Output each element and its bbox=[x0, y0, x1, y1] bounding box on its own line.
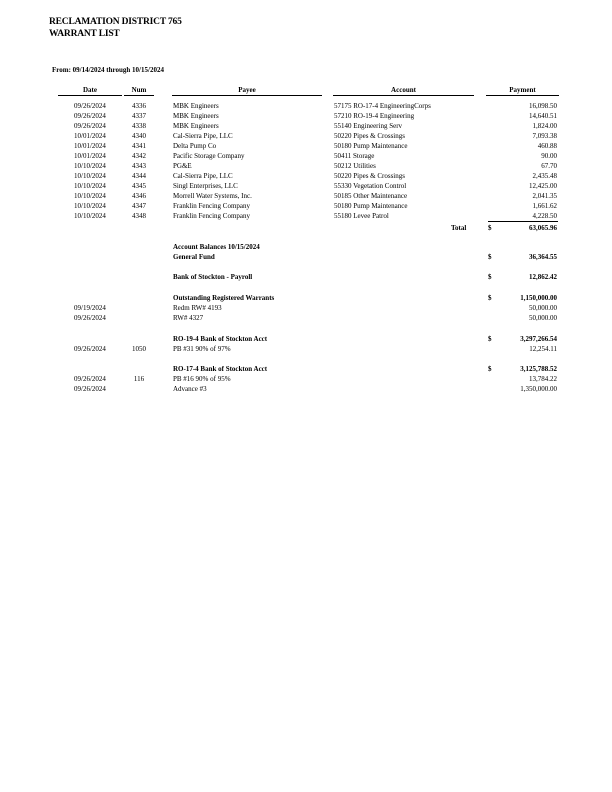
ro19-detail-amount: 12,254.11 bbox=[529, 345, 557, 353]
outstanding-detail-row bbox=[0, 303, 612, 313]
general-fund-row bbox=[0, 252, 612, 262]
warrant-payee: MBK Engineers bbox=[173, 122, 219, 130]
warrant-payee: Pacific Storage Company bbox=[173, 152, 245, 160]
outstanding-detail-row bbox=[0, 313, 612, 323]
ro17-account-amount: 3,125,788.52 bbox=[520, 365, 557, 373]
warrant-account: 50220 Pipes & Crossings bbox=[334, 172, 405, 180]
warrant-row bbox=[0, 171, 612, 181]
warrant-payee: Cal-Sierra Pipe, LLC bbox=[173, 132, 233, 140]
warrant-account: 57175 RO-17-4 EngineeringCorps bbox=[334, 102, 431, 110]
outstanding-row bbox=[0, 293, 612, 303]
ro19-account-dollar: $ bbox=[488, 335, 492, 343]
outstanding-detail-amount: 50,000.00 bbox=[529, 304, 557, 312]
outstanding-label: Outstanding Registered Warrants bbox=[173, 294, 275, 302]
warrant-payee: Cal-Sierra Pipe, LLC bbox=[173, 172, 233, 180]
warrant-date: 09/26/2024 bbox=[74, 122, 106, 130]
org-name: RECLAMATION DISTRICT 765 bbox=[49, 17, 182, 27]
warrant-row bbox=[0, 131, 612, 141]
warrant-date: 10/10/2024 bbox=[74, 192, 106, 200]
ro17-detail-date: 09/26/2024 bbox=[74, 375, 106, 383]
outstanding-detail-date: 09/26/2024 bbox=[74, 314, 106, 322]
general-fund-dollar: $ bbox=[488, 253, 492, 261]
total-row bbox=[0, 223, 612, 233]
ro17-detail-amount: 1,350,000.00 bbox=[520, 385, 557, 393]
payroll-label: Bank of Stockton - Payroll bbox=[173, 273, 253, 281]
ro17-detail-row bbox=[0, 374, 612, 384]
warrant-num: 4346 bbox=[132, 192, 146, 200]
payroll-dollar: $ bbox=[488, 273, 492, 281]
warrant-account: 55180 Levee Patrol bbox=[334, 212, 389, 220]
warrant-num: 4341 bbox=[132, 142, 146, 150]
ro19-account-amount: 3,297,266.54 bbox=[520, 335, 557, 343]
warrant-row bbox=[0, 101, 612, 111]
warrant-payee: Franklin Fencing Company bbox=[173, 202, 250, 210]
payroll-row bbox=[0, 272, 612, 282]
warrant-amount: 1,661.62 bbox=[532, 202, 557, 210]
warrant-amount: 90.00 bbox=[541, 152, 557, 160]
ro19-detail-num: 1050 bbox=[132, 345, 146, 353]
ro17-detail-row bbox=[0, 384, 612, 394]
balances-heading: Account Balances 10/15/2024 bbox=[173, 243, 260, 251]
date-range: From: 09/14/2024 through 10/15/2024 bbox=[52, 66, 164, 74]
warrant-row bbox=[0, 191, 612, 201]
warrant-row bbox=[0, 121, 612, 131]
warrant-amount: 67.70 bbox=[541, 162, 557, 170]
general-fund-amount: 36,364.55 bbox=[529, 253, 557, 261]
ro19-detail-payee: PB #31 90% of 97% bbox=[173, 345, 231, 353]
warrant-account: 55140 Engineering Serv bbox=[334, 122, 403, 130]
ro17-detail-amount: 13,784.22 bbox=[529, 375, 557, 383]
warrant-payee: Franklin Fencing Company bbox=[173, 212, 250, 220]
outstanding-detail-payee: RW# 4327 bbox=[173, 314, 204, 322]
warrant-payee: Singl Enterprises, LLC bbox=[173, 182, 238, 190]
ro19-account-row bbox=[0, 334, 612, 344]
warrant-num: 4337 bbox=[132, 112, 146, 120]
warrant-date: 09/26/2024 bbox=[74, 112, 106, 120]
warrant-account: 50411 Storage bbox=[334, 152, 375, 160]
ro17-detail-payee: PB #16 90% of 95% bbox=[173, 375, 231, 383]
warrant-date: 10/10/2024 bbox=[74, 212, 106, 220]
warrant-date: 10/10/2024 bbox=[74, 182, 106, 190]
warrant-date: 10/01/2024 bbox=[74, 142, 106, 150]
warrant-amount: 14,640.51 bbox=[529, 112, 557, 120]
warrant-payee: MBK Engineers bbox=[173, 112, 219, 120]
col-header-num: Num bbox=[124, 86, 154, 96]
warrant-num: 4343 bbox=[132, 162, 146, 170]
col-header-payment: Payment bbox=[486, 86, 559, 96]
outstanding-dollar: $ bbox=[488, 294, 492, 302]
warrant-num: 4340 bbox=[132, 132, 146, 140]
col-header-date: Date bbox=[58, 86, 122, 96]
warrant-amount: 460.88 bbox=[537, 142, 557, 150]
warrant-row bbox=[0, 111, 612, 121]
warrant-payee: Morrell Water Systems, Inc. bbox=[173, 192, 252, 200]
ro19-detail-date: 09/26/2024 bbox=[74, 345, 106, 353]
col-header-payee: Payee bbox=[172, 86, 322, 96]
warrant-account: 57210 RO-19-4 Engineering bbox=[334, 112, 415, 120]
warrant-amount: 1,824.00 bbox=[532, 122, 557, 130]
ro17-account-dollar: $ bbox=[488, 365, 492, 373]
warrant-row bbox=[0, 201, 612, 211]
ro19-detail-row bbox=[0, 344, 612, 354]
warrant-account: 50185 Other Maintenance bbox=[334, 192, 408, 200]
warrant-payee: Delta Pump Co bbox=[173, 142, 217, 150]
warrant-date: 10/10/2024 bbox=[74, 202, 106, 210]
warrant-row bbox=[0, 181, 612, 191]
ro17-account-label: RO-17-4 Bank of Stockton Acct bbox=[173, 365, 268, 373]
warrant-amount: 12,425.00 bbox=[529, 182, 557, 190]
warrant-account: 55330 Vegetation Control bbox=[334, 182, 407, 190]
warrant-account: 50212 Utilities bbox=[334, 162, 376, 170]
warrant-num: 4342 bbox=[132, 152, 146, 160]
warrant-amount: 4,228.50 bbox=[532, 212, 557, 220]
warrant-num: 4345 bbox=[132, 182, 146, 190]
col-header-account: Account bbox=[333, 86, 474, 96]
general-fund-label: General Fund bbox=[173, 253, 215, 261]
warrant-date: 09/26/2024 bbox=[74, 102, 106, 110]
warrant-amount: 2,435.48 bbox=[532, 172, 557, 180]
warrant-num: 4347 bbox=[132, 202, 146, 210]
document-title: WARRANT LIST bbox=[49, 29, 120, 39]
ro19-account-label: RO-19-4 Bank of Stockton Acct bbox=[173, 335, 268, 343]
warrant-row bbox=[0, 141, 612, 151]
warrant-date: 10/10/2024 bbox=[74, 172, 106, 180]
total-dollar: $ bbox=[488, 224, 492, 232]
warrant-payee: MBK Engineers bbox=[173, 102, 219, 110]
warrant-account: 50180 Pump Maintenance bbox=[334, 142, 408, 150]
balances-heading-row bbox=[0, 242, 612, 252]
warrant-num: 4348 bbox=[132, 212, 146, 220]
outstanding-detail-amount: 50,000.00 bbox=[529, 314, 557, 322]
warrant-row bbox=[0, 151, 612, 161]
warrant-num: 4336 bbox=[132, 102, 146, 110]
warrant-date: 10/10/2024 bbox=[74, 162, 106, 170]
ro17-detail-payee: Advance #3 bbox=[173, 385, 207, 393]
warrant-payee: PG&E bbox=[173, 162, 192, 170]
ro17-detail-date: 09/26/2024 bbox=[74, 385, 106, 393]
warrant-date: 10/01/2024 bbox=[74, 152, 106, 160]
warrant-amount: 2,041.35 bbox=[532, 192, 557, 200]
warrant-num: 4338 bbox=[132, 122, 146, 130]
outstanding-detail-payee: Redm RW# 4193 bbox=[173, 304, 222, 312]
outstanding-detail-date: 09/19/2024 bbox=[74, 304, 106, 312]
ro17-account-row bbox=[0, 364, 612, 374]
warrant-row bbox=[0, 211, 612, 221]
total-rule bbox=[488, 221, 558, 222]
warrant-account: 50220 Pipes & Crossings bbox=[334, 132, 405, 140]
total-amount: 63,065.96 bbox=[529, 224, 557, 232]
total-label: Total bbox=[451, 224, 467, 232]
warrant-amount: 16,098.50 bbox=[529, 102, 557, 110]
warrant-date: 10/01/2024 bbox=[74, 132, 106, 140]
warrant-account: 50180 Pump Maintenance bbox=[334, 202, 408, 210]
warrant-num: 4344 bbox=[132, 172, 146, 180]
warrant-row bbox=[0, 161, 612, 171]
ro17-detail-num: 116 bbox=[133, 375, 145, 383]
warrant-amount: 7,093.38 bbox=[532, 132, 557, 140]
outstanding-amount: 1,150,000.00 bbox=[520, 294, 557, 302]
payroll-amount: 12,862.42 bbox=[529, 273, 557, 281]
